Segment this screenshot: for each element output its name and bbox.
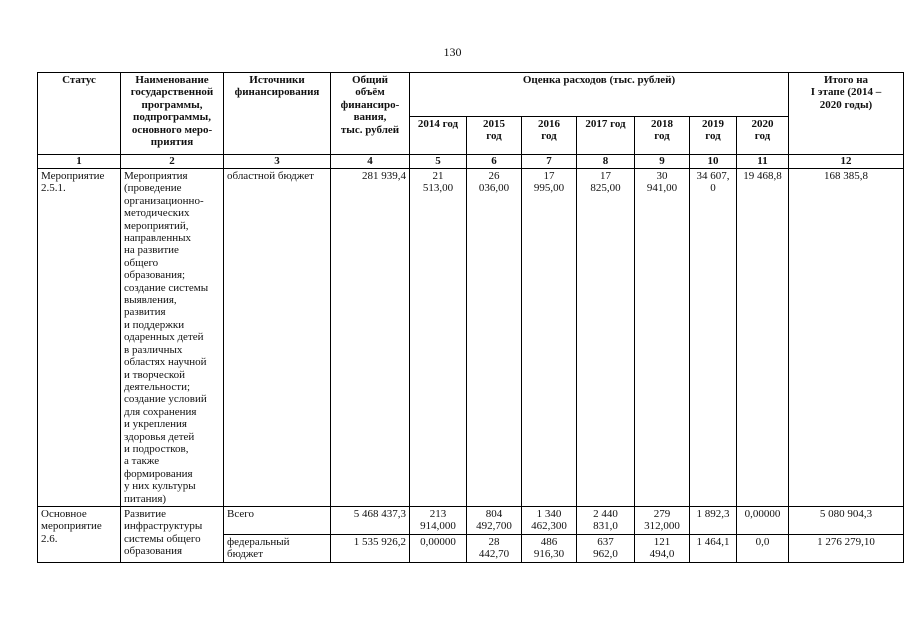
- row-2020: 19 468,8: [737, 169, 789, 507]
- header-year-2019: 2019 год: [690, 117, 737, 155]
- financing-table: [37, 72, 904, 563]
- row-2017: 17 825,00: [577, 169, 635, 507]
- table-row: [38, 169, 904, 507]
- column-number: 1: [38, 155, 121, 169]
- row-final: 5 080 904,3: [789, 506, 904, 534]
- header-year-2017: 2017 год: [577, 117, 635, 155]
- row-2014: 213 914,000: [410, 506, 467, 534]
- row-2018: 30 941,00: [635, 169, 690, 507]
- column-number: 6: [467, 155, 522, 169]
- row-2015: 804 492,700: [467, 506, 522, 534]
- row-source: федеральный бюджет: [224, 534, 331, 562]
- column-number: 3: [224, 155, 331, 169]
- row-source: областной бюджет: [224, 169, 331, 507]
- column-number: 8: [577, 155, 635, 169]
- row-total: 281 939,4: [331, 169, 410, 507]
- row-2018: 279 312,000: [635, 506, 690, 534]
- page-number: 130: [443, 45, 462, 59]
- row-name: Мероприятия (проведение организационно- методических мероприятий, направленных на развитие общего образования; создание системы выявления, развития и поддержки одаренных детей в различных областях научной и творческой деятельности; создание условий для сохранения и укрепления здоровья детей и подростков, а также формирования у них культуры питания): [121, 169, 224, 507]
- row-status: Мероприятие 2.5.1.: [38, 169, 121, 507]
- header-sources: Источники финансирования: [224, 73, 331, 155]
- row-2019: 1 464,1: [690, 534, 737, 562]
- row-2016: 17 995,00: [522, 169, 577, 507]
- row-2015: 26 036,00: [467, 169, 522, 507]
- row-name: Развитие инфраструктуры системы общего образования: [121, 506, 224, 562]
- column-number: 2: [121, 155, 224, 169]
- column-number: 7: [522, 155, 577, 169]
- column-number: 4: [331, 155, 410, 169]
- column-number: 5: [410, 155, 467, 169]
- row-final: 168 385,8: [789, 169, 904, 507]
- header-total: Общий объём финансиро- вания, тыс. рублей: [331, 73, 410, 155]
- row-2017: 637 962,0: [577, 534, 635, 562]
- row-2019: 1 892,3: [690, 506, 737, 534]
- row-final: 1 276 279,10: [789, 534, 904, 562]
- row-2017: 2 440 831,0: [577, 506, 635, 534]
- column-number: 11: [737, 155, 789, 169]
- row-2020: 0,00000: [737, 506, 789, 534]
- row-2020: 0,0: [737, 534, 789, 562]
- row-2016: 1 340 462,300: [522, 506, 577, 534]
- row-total: 1 535 926,2: [331, 534, 410, 562]
- header-estimate: Оценка расходов (тыс. рублей): [410, 73, 789, 117]
- column-number: 9: [635, 155, 690, 169]
- header-year-2020: 2020 год: [737, 117, 789, 155]
- header-year-2016: 2016 год: [522, 117, 577, 155]
- header-year-2015: 2015 год: [467, 117, 522, 155]
- row-2014: 0,00000: [410, 534, 467, 562]
- header-status: Статус: [38, 73, 121, 155]
- table-row: [38, 506, 904, 534]
- row-status: Основное мероприятие 2.6.: [38, 506, 121, 562]
- row-source: Всего: [224, 506, 331, 534]
- row-2019: 34 607, 0: [690, 169, 737, 507]
- header-name: Наименование государственной программы, подпрограммы, основного меро- приятия: [121, 73, 224, 155]
- column-number: 10: [690, 155, 737, 169]
- row-2018: 121 494,0: [635, 534, 690, 562]
- row-2016: 486 916,30: [522, 534, 577, 562]
- header-final: Итого на I этапе (2014 – 2020 годы): [789, 73, 904, 155]
- row-2014: 21 513,00: [410, 169, 467, 507]
- column-number: 12: [789, 155, 904, 169]
- row-2015: 28 442,70: [467, 534, 522, 562]
- header-year-2014: 2014 год: [410, 117, 467, 155]
- header-year-2018: 2018 год: [635, 117, 690, 155]
- row-total: 5 468 437,3: [331, 506, 410, 534]
